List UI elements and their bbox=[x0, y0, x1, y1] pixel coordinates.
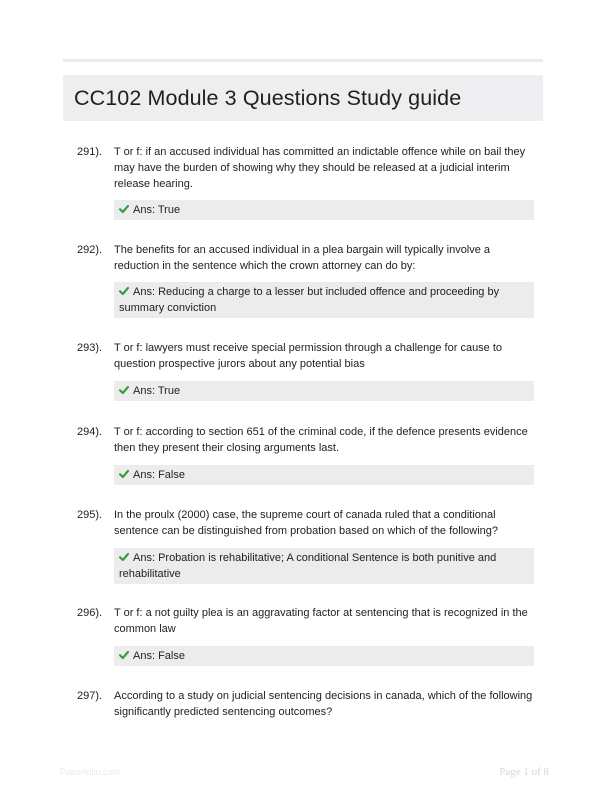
answer-box bbox=[114, 465, 534, 485]
question-number: 291). bbox=[77, 146, 103, 158]
page-title: CC102 Module 3 Questions Study guide bbox=[74, 85, 462, 110]
question-number: 294). bbox=[77, 426, 103, 438]
answer-box bbox=[114, 646, 534, 666]
answer-text: Ans: Reducing a charge to a lesser but included offence and proceeding by summary conviction bbox=[119, 286, 500, 314]
checkmark-icon bbox=[119, 385, 129, 395]
footer-watermark: Paperfolio.com bbox=[60, 767, 121, 777]
question-number: 297). bbox=[77, 690, 103, 702]
answer-text: Ans: Probation is rehabilitative; A conditional Sentence is both punitive and rehabilitative bbox=[119, 552, 497, 580]
question-number: 296). bbox=[77, 607, 103, 619]
question-text: T or f: lawyers must receive special permission through a challenge for cause to question prospective jurors about any potential bias bbox=[114, 342, 503, 370]
answer-text: Ans: True bbox=[133, 204, 181, 216]
question-text: T or f: if an accused individual has committed an indictable offence while on bail they may have the burden of showing why they should be released at a judicial interim release hearing. bbox=[114, 146, 526, 190]
question-number: 295). bbox=[77, 509, 103, 521]
answer-box bbox=[114, 200, 534, 220]
question-text: According to a study on judicial sentencing decisions in canada, which of the following significantly predicted sentencing outcomes? bbox=[114, 690, 533, 718]
answer-box bbox=[114, 282, 534, 318]
answer-text: Ans: True bbox=[133, 385, 181, 397]
question-text: T or f: according to section 651 of the criminal code, if the defence presents evidence then they present their closing arguments last. bbox=[114, 426, 528, 454]
question-text: The benefits for an accused individual in a plea bargain will typically involve a reduction in the sentence which the crown attorney can do by: bbox=[114, 244, 491, 272]
answer-box bbox=[114, 381, 534, 401]
checkmark-icon bbox=[119, 552, 129, 562]
checkmark-icon bbox=[119, 204, 129, 214]
checkmark-icon bbox=[119, 286, 129, 296]
answer-text: Ans: False bbox=[133, 650, 185, 662]
answer-box bbox=[114, 548, 534, 584]
question-number: 292). bbox=[77, 244, 103, 256]
question-text: T or f: a not guilty plea is an aggravating factor at sentencing that is recognized in the common law bbox=[114, 607, 528, 635]
question-number: 293). bbox=[77, 342, 103, 354]
page-number: Page 1 of 8 bbox=[499, 766, 549, 778]
question-text: In the proulx (2000) case, the supreme court of canada ruled that a conditional sentence can be distinguished from probation based on which of the following? bbox=[114, 509, 499, 537]
answer-text: Ans: False bbox=[133, 469, 185, 481]
checkmark-icon bbox=[119, 650, 129, 660]
checkmark-icon bbox=[119, 469, 129, 479]
